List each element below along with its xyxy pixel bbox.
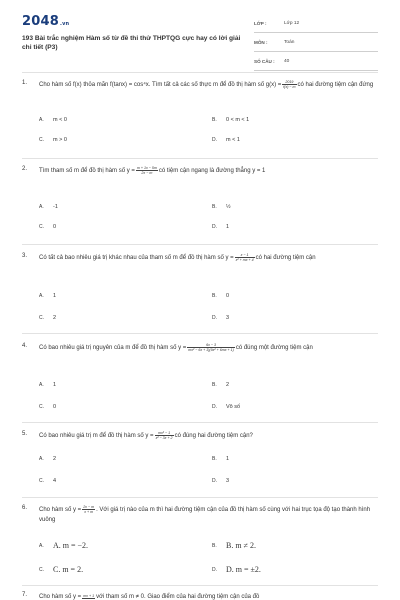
fraction-denominator: 2x − m [141,171,153,175]
meta-label: LỚP : [254,20,267,26]
option-letter: D. [212,137,217,143]
option-c[interactable] [39,224,56,230]
logo-main: 2048 [22,14,59,29]
meta-value: Toán [284,39,295,45]
option-d[interactable] [212,478,229,484]
option-letter: C. [39,404,44,410]
option-a[interactable] [39,293,56,299]
option-letter: C. [39,224,44,230]
site-logo[interactable] [22,14,69,29]
question-text-a: Có bao nhiêu giá trị m để đồ thị hàm số y = [39,433,154,440]
question-text [39,431,379,441]
question-6 [22,505,378,585]
fraction-denominator: f(x) − m [283,85,296,89]
question-4 [22,343,378,415]
option-letter: A. [39,382,44,388]
meta-label: MÔN : [254,39,268,45]
option-b[interactable] [212,541,256,550]
fraction-numerator: mx + 1 [83,593,95,598]
option-text: m > 0 [53,137,67,143]
option-c[interactable] [39,565,83,574]
question-text-a: Cho hàm số f(x) thỏa mãn f(tanx) = cos⁴x. Tìm tất cả các số thực m để đồ thị hàm số g(x) = [39,82,282,89]
question-text-a: Cho hàm số y = [39,507,82,514]
option-letter: B. [212,456,217,462]
question-3 [22,253,378,325]
question-text-b: có hai đường tiệm cận [255,255,316,262]
meta-label: SỐ CÂU : [254,58,275,64]
fraction [235,253,255,262]
option-c[interactable] [39,404,56,410]
option-a[interactable] [39,382,56,388]
question-number: 5. [22,431,28,437]
option-letter: A. [39,542,44,549]
fraction [82,505,95,514]
fraction-denominator: mx² − 6x + 3)(9x² + 6mx + 1) [188,348,234,352]
fraction [155,431,174,440]
question-text-b: có tiệm cận ngang là đường thẳng y = 1 [158,168,266,175]
option-text: 1 [226,456,230,462]
option-letter: D. [212,478,217,484]
option-a[interactable] [39,204,58,210]
option-letter: D. [212,315,217,321]
option-letter: A. [39,293,44,299]
option-d[interactable] [212,315,229,321]
question-text [39,343,379,353]
logo-sub: .vn [59,21,70,27]
fraction [282,80,296,89]
question-text [39,80,379,90]
meta-row-class [254,14,378,33]
fraction-numerator: mx² − 1 [155,431,174,436]
option-text: B. m ≠ 2. [226,541,256,550]
fraction [187,343,235,352]
option-text: D. m = ±2. [226,565,261,574]
option-text: -1 [53,204,58,210]
option-c[interactable] [39,137,67,143]
option-text: 1 [53,382,57,388]
option-letter: B. [212,204,217,210]
meta-value: Lớp 12 [284,20,300,26]
fraction-numerator: x − 1 [235,253,255,258]
option-letter: B. [212,117,217,123]
question-text [39,166,379,176]
option-text: C. m = 2. [53,565,84,574]
meta-value: 40 [284,58,290,64]
question-5 [22,431,378,495]
option-letter: A. [39,456,44,462]
divider [22,244,378,245]
option-d[interactable] [212,404,240,410]
option-b[interactable] [212,117,249,123]
option-text: 2 [226,382,230,388]
document-title: 193 Bài trắc nghiệm Hàm số từ đề thi thử THPTQG cực hay có lời giải chi tiết (P3) [22,35,241,51]
option-text: 0 [53,224,57,230]
option-letter: B. [212,382,217,388]
option-d[interactable] [212,137,240,143]
fraction-denominator: x² − 3x + 2 [155,436,173,440]
question-number: 1. [22,80,28,86]
divider [22,333,378,334]
fraction-numerator: 6x − 3 [187,343,235,348]
option-letter: A. [39,117,44,123]
meta-row-count [254,52,378,71]
option-text: 4 [53,478,57,484]
question-2 [22,166,378,238]
fraction-numerator: 2x − m [83,505,95,509]
option-text: 0 [53,404,57,410]
question-1 [22,80,378,150]
fraction [82,594,95,599]
option-d[interactable] [212,224,229,230]
option-text: A. m = −2. [53,541,89,550]
option-letter: D. [212,224,217,230]
question-text [39,592,379,600]
question-text-b: có hai đường tiệm cận đứng [297,82,374,89]
option-letter: B. [212,293,217,299]
question-number: 6. [22,505,28,511]
divider [22,497,378,498]
option-text: 2 [53,315,57,321]
option-d[interactable] [212,565,261,574]
question-text-a: Tìm tham số m để đồ thị hàm số y = [39,168,135,175]
option-letter: C. [39,566,44,573]
option-c[interactable] [39,478,56,484]
option-b[interactable] [212,382,229,388]
option-a[interactable] [39,117,67,123]
option-text: 2 [53,456,57,462]
option-a[interactable] [39,456,56,462]
option-text: 0 [226,293,230,299]
question-text-a: Có bao nhiêu giá trị nguyên của m để đồ thị hàm số y = [39,345,187,352]
option-b[interactable] [212,204,231,210]
question-text-a: Có tất cả bao nhiêu giá trị khác nhau của tham số m để đồ thị hàm số y = [39,255,234,262]
fraction-denominator: x + m [84,510,94,514]
option-b[interactable] [212,456,229,462]
question-number: 7. [22,592,28,598]
meta-info [254,14,378,71]
question-text-b: có đúng một đường tiệm cận [235,345,313,352]
fraction-numerator: m + 1x − 5m [136,166,157,170]
divider [22,422,378,423]
option-text: ½ [226,204,231,210]
option-a[interactable] [39,541,88,550]
fraction-denominator: x² + mx + 4 [235,258,254,262]
question-number: 3. [22,253,28,259]
option-text: 1 [53,293,57,299]
fraction [136,166,158,175]
question-text-b: có đúng hai đường tiệm cận? [174,433,253,440]
option-letter: B. [212,542,217,549]
option-text: 3 [226,478,230,484]
option-text: 0 < m < 1 [226,117,250,123]
option-letter: C. [39,315,44,321]
option-letter: C. [39,137,44,143]
option-letter: A. [39,204,44,210]
question-text-b: với tham số m ≠ 0. Giao điểm của hai đường tiệm cận của đồ [96,594,260,600]
divider [22,585,378,586]
question-text [39,253,379,263]
option-letter: D. [212,404,217,410]
question-text [39,505,379,525]
question-text-a: Cho hàm số y = [39,594,82,600]
option-text: m < 0 [53,117,67,123]
option-b[interactable] [212,293,229,299]
option-text: Vô số [226,404,241,410]
question-number: 2. [22,166,28,172]
divider [22,158,378,159]
meta-row-subject [254,33,378,52]
option-c[interactable] [39,315,56,321]
option-letter: D. [212,566,217,573]
option-text: m < 1 [226,137,240,143]
fraction-numerator: 2019 [282,80,296,85]
option-letter: C. [39,478,44,484]
question-text-b: . Với giá trị nào của m thì hai đường tiệm cận của đồ thị hàm số cùng với hai trục tọa độ tạo thành hình vuông [39,507,371,524]
option-text: 1 [226,224,230,230]
question-7 [22,592,378,600]
question-number: 4. [22,343,28,349]
option-text: 3 [226,315,230,321]
divider [22,72,378,73]
